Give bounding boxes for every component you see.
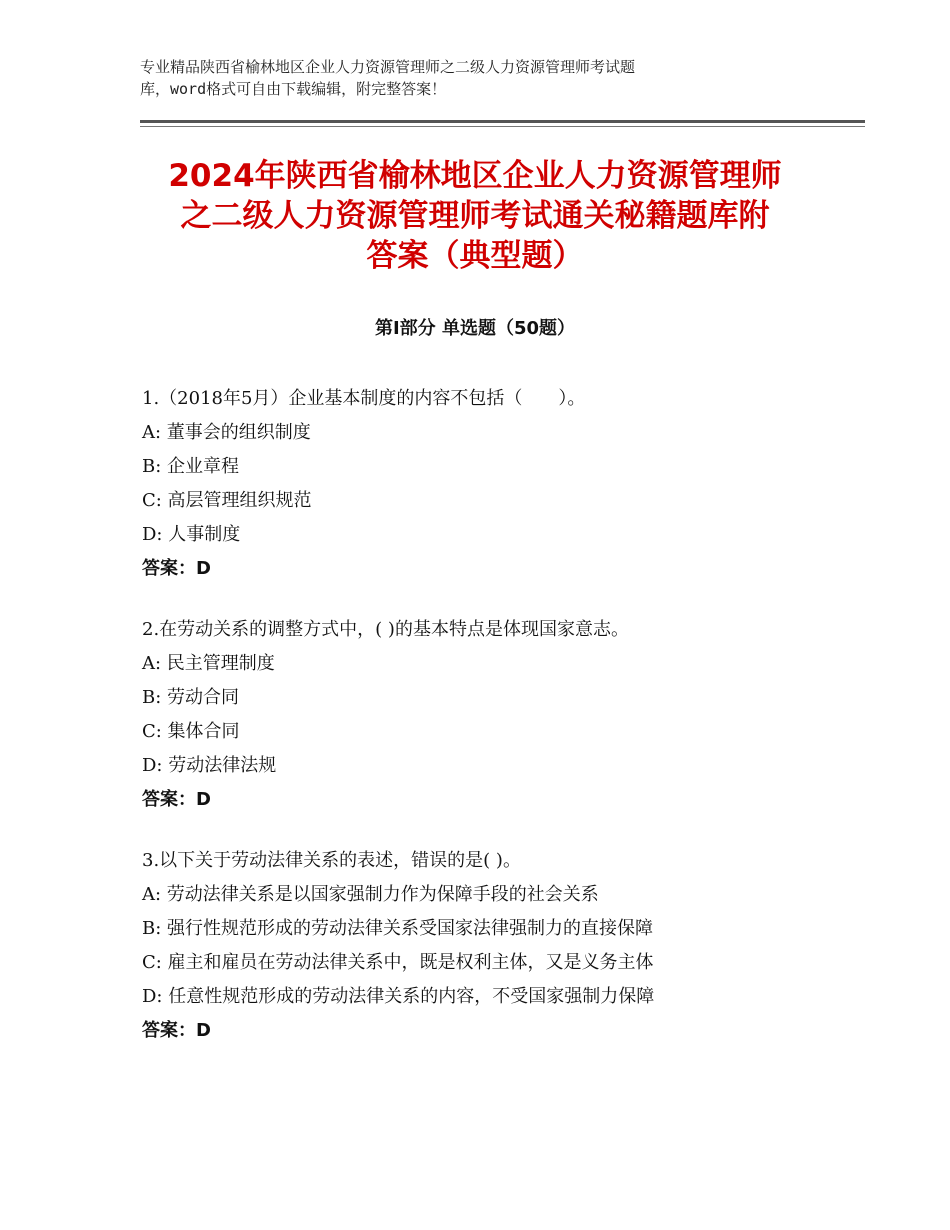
header-note — [140, 56, 780, 100]
option-a: A: 董事会的组织制度 — [142, 422, 311, 443]
header-note-line-1: 专业精品陕西省榆林地区企业人力资源管理师之二级人力资源管理师考试题 — [140, 58, 636, 76]
header-divider-thin — [140, 126, 865, 127]
title-line-3: 答案（典型题） — [366, 238, 584, 274]
option-a: A: 劳动法律关系是以国家强制力作为保障手段的社会关系 — [142, 884, 599, 905]
question-3 — [142, 844, 782, 1048]
header-divider-thick — [140, 120, 865, 123]
option-d: D: 任意性规范形成的劳动法律关系的内容，不受国家强制力保障 — [142, 986, 655, 1007]
option-b: B: 企业章程 — [142, 456, 240, 477]
option-b: B: 强行性规范形成的劳动法律关系受国家法律强制力的直接保障 — [142, 918, 654, 939]
answer: 答案：D — [142, 789, 211, 810]
option-c: C: 高层管理组织规范 — [142, 490, 312, 511]
question-stem: 1.（2018年5月）企业基本制度的内容不包括（ ）。 — [142, 388, 586, 409]
option-d: D: 劳动法律法规 — [142, 755, 277, 776]
option-d: D: 人事制度 — [142, 524, 241, 545]
document-title — [120, 156, 830, 276]
title-line-1: 2024年陕西省榆林地区企业人力资源管理师 — [168, 158, 782, 194]
answer: 答案：D — [142, 558, 211, 579]
option-a: A: 民主管理制度 — [142, 653, 275, 674]
question-2 — [142, 613, 782, 817]
option-c: C: 集体合同 — [142, 721, 240, 742]
answer: 答案：D — [142, 1020, 211, 1041]
section-heading: 第Ⅰ部分 单选题（50题） — [374, 318, 575, 339]
title-line-2: 之二级人力资源管理师考试通关秘籍题库附 — [180, 198, 770, 234]
header-note-line-2: 库，word格式可自由下载编辑，附完整答案！ — [140, 80, 447, 98]
question-stem: 3.以下关于劳动法律关系的表述，错误的是( )。 — [142, 850, 521, 871]
option-b: B: 劳动合同 — [142, 687, 240, 708]
option-c: C: 雇主和雇员在劳动法律关系中，既是权利主体，又是义务主体 — [142, 952, 654, 973]
question-stem: 2.在劳动关系的调整方式中，( )的基本特点是体现国家意志。 — [142, 619, 629, 640]
question-list — [142, 382, 782, 1075]
question-1 — [142, 382, 782, 586]
